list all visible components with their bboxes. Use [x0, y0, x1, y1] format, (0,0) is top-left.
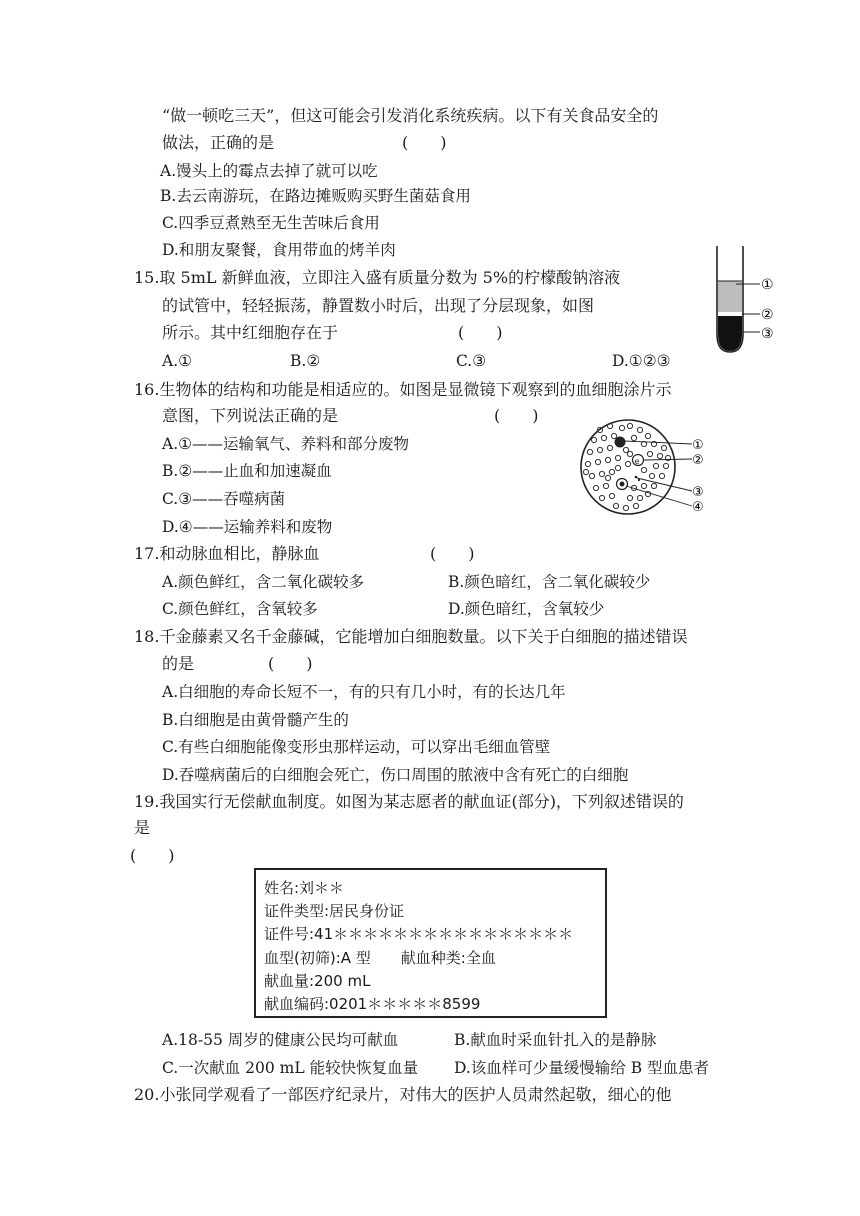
q15-option-c: C.③ — [456, 352, 487, 370]
q19-answer-paren: ( ) — [130, 846, 175, 865]
q14-answer-paren: ( ) — [402, 133, 447, 152]
tube-label-2: ② — [761, 307, 774, 323]
platelet — [635, 476, 638, 479]
q18-option-b: B.白细胞是由黄骨髓产生的 — [162, 711, 349, 729]
blood-donation-card — [254, 868, 607, 1018]
q18-option-a: A.白细胞的寿命长短不一，有的只有几小时，有的长达几年 — [162, 683, 566, 701]
q18-answer-paren: ( ) — [268, 654, 313, 673]
q16-option-a: A.①——运输氧气、养料和部分废物 — [162, 435, 410, 453]
q14-stem-line2: 做法，正确的是 — [162, 133, 275, 152]
q16-answer-paren: ( ) — [494, 406, 539, 425]
tube-label-3: ③ — [761, 326, 774, 342]
q15-stem-line3: 所示。其中红细胞存在于 — [162, 323, 339, 342]
q18-option-d: D.吞噬病菌后的白细胞会死亡，伤口周围的脓液中含有死亡的白细胞 — [162, 766, 629, 784]
tube-label-1: ① — [761, 277, 774, 293]
q14-stem-line1: “做一顿吃三天”，但这可能会引发消化系统疾病。以下有关食品安全的 — [162, 106, 659, 125]
q15-option-b: B.② — [290, 352, 321, 370]
q17-answer-paren: ( ) — [430, 544, 475, 563]
card-donation-code: 献血编码:0201＊＊＊＊＊8599 — [264, 995, 481, 1013]
card-donation-volume: 献血量:200 mL — [264, 972, 371, 990]
q15-answer-paren: ( ) — [458, 323, 503, 342]
svg-text:e: e — [634, 457, 640, 466]
q15-option-a: A.① — [162, 352, 193, 370]
card-name: 姓名:刘＊＊ — [264, 879, 345, 897]
blood-smear-figure — [578, 414, 718, 520]
q17-stem: 17.和动脉血相比，静脉血 — [134, 544, 320, 563]
q17-option-a: A.颜色鲜红，含二氧化碳较多 — [162, 573, 365, 591]
smear-label-1: ① — [692, 438, 704, 453]
q15-stem-line2: 的试管中，轻轻振荡，静置数小时后，出现了分层现象，如图 — [162, 296, 595, 315]
q14-option-c: C.四季豆煮熟至无生苦味后食用 — [162, 214, 380, 232]
test-tube-figure — [708, 244, 788, 358]
q16-option-d: D.④——运输养料和废物 — [162, 518, 333, 536]
q14-option-b: B.去云南游玩，在路边摊贩购买野生菌菇食用 — [160, 187, 471, 205]
q19-stem-line1: 19.我国实行无偿献血制度。如图为某志愿者的献血证(部分)，下列叙述错误的 — [134, 792, 684, 811]
card-id-type: 证件类型:居民身份证 — [264, 902, 405, 920]
q15-option-d: D.①②③ — [612, 352, 671, 370]
q18-option-c: C.有些白细胞能像变形虫那样运动，可以穿出毛细血管壁 — [162, 738, 551, 756]
smear-label-3: ③ — [692, 485, 704, 500]
q17-option-b: B.颜色暗红，含二氧化碳较少 — [448, 573, 651, 591]
q18-stem-line1: 18.千金藤素又名千金藤碱，它能增加白细胞数量。以下关于白细胞的描述错误 — [134, 627, 688, 646]
q19-stem-line2: 是 — [134, 818, 151, 837]
smear-label-4: ④ — [692, 500, 704, 515]
card-id-number: 证件号:41＊＊＊＊＊＊＊＊＊＊＊＊＊＊＊＊ — [264, 925, 574, 943]
q16-option-b: B.②——止血和加速凝血 — [162, 462, 332, 480]
smear-label-2: ② — [692, 453, 704, 468]
q17-option-c: C.颜色鲜红，含氧较多 — [162, 600, 318, 618]
q16-option-c: C.③——吞噬病菌 — [162, 490, 286, 508]
q19-option-d: D.该血样可少量缓慢输给 B 型血患者 — [454, 1059, 710, 1077]
q19-option-b: B.献血时采血针扎入的是静脉 — [454, 1031, 657, 1049]
q19-option-c: C.一次献血 200 mL 能较快恢复血量 — [162, 1059, 419, 1077]
q14-option-d: D.和朋友聚餐，食用带血的烤羊肉 — [162, 241, 396, 259]
q20-stem-line1: 20.小张同学观看了一部医疗纪录片，对伟大的医护人员肃然起敬，细心的他 — [134, 1085, 672, 1104]
q16-stem-line1: 16.生物体的结构和功能是相适应的。如图是显微镜下观察到的血细胞涂片示 — [134, 380, 672, 399]
q18-stem-line2: 的是 — [162, 654, 195, 673]
card-blood-type: 血型(初筛):A 型 献血种类:全血 — [264, 949, 496, 967]
q16-stem-line2: 意图，下列说法正确的是 — [162, 406, 339, 425]
q14-option-a: A.馒头上的霉点去掉了就可以吃 — [160, 162, 378, 180]
q19-option-a: A.18-55 周岁的健康公民均可献血 — [162, 1031, 399, 1049]
q17-option-d: D.颜色暗红，含氧较少 — [448, 600, 605, 618]
white-cell-1 — [615, 437, 626, 448]
q15-stem-line1: 15.取 5mL 新鲜血液，立即注入盛有质量分数为 5%的柠檬酸钠溶液 — [134, 268, 621, 287]
